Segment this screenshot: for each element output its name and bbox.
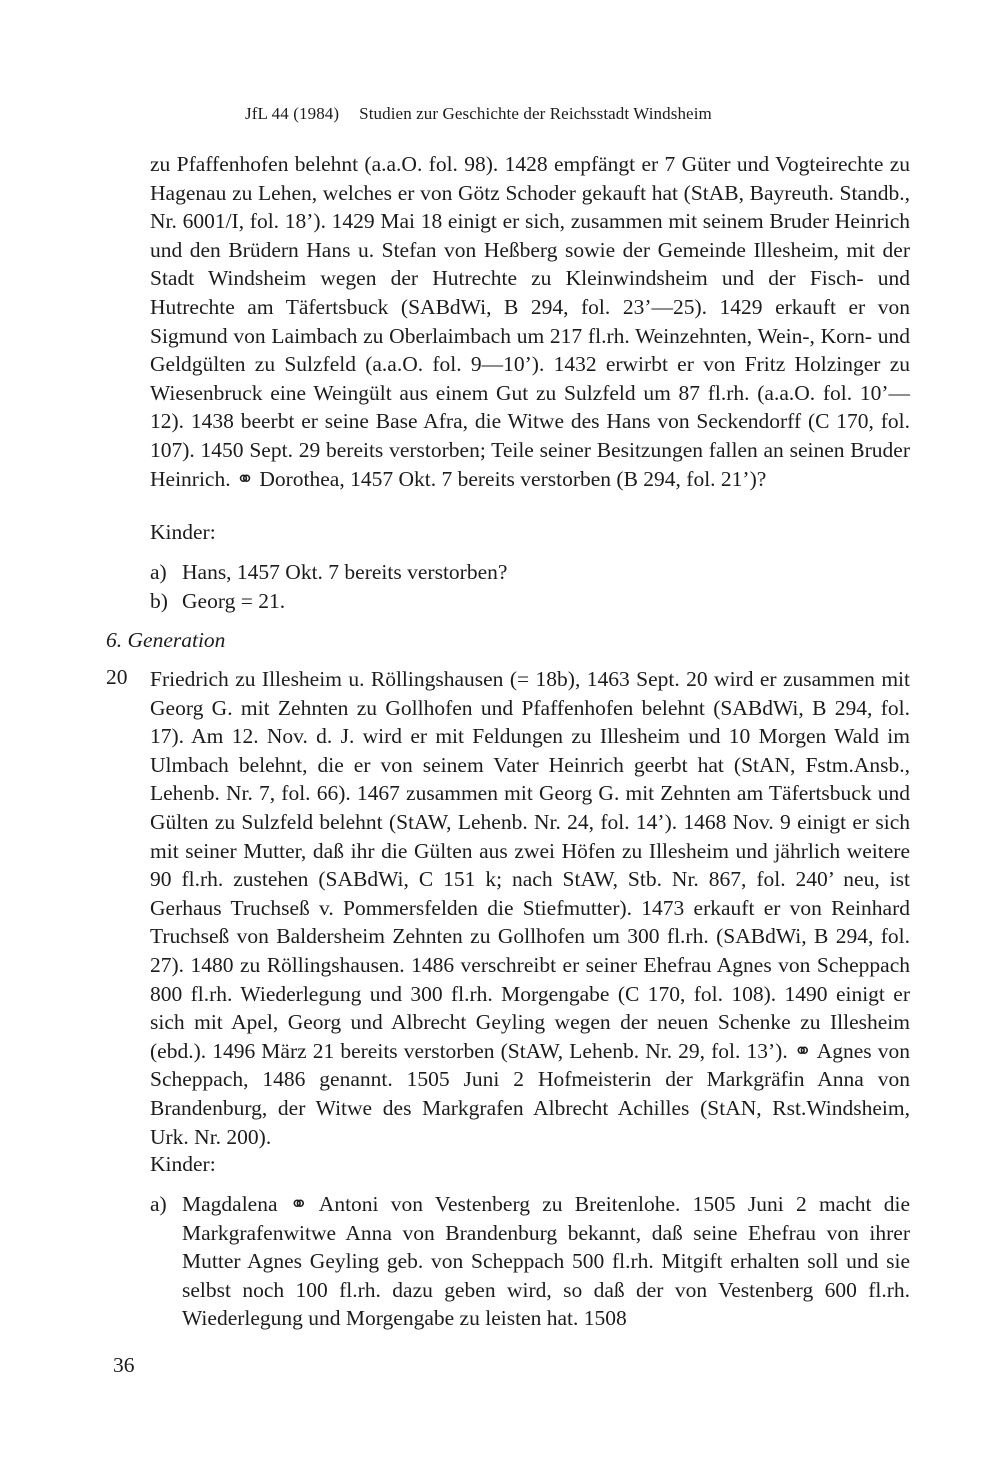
children-label: Kinder: <box>150 1152 216 1176</box>
children-list <box>150 558 910 615</box>
paragraph-text: zu Pfaffenhofen belehnt (a.a.O. fol. 98). 1428 empfängt er 7 Güter und Vogteirechte zu Hagenau zu Lehen, welches er von Götz Schoder gekauft hat (StAB, Bayreuth. Standb., Nr. 6001/I, fol. 18’). 1429 Mai 18 einigt er sich, zusammen mit seinem Bruder Heinrich und den Brüdern Hans u. Stefan von Heßberg sowie der Gemeinde Illesheim, mit der Stadt Windsheim wegen der Hutrechte zu Kleinwindsheim und der Fisch- und Hutrechte am Täfertsbuck (SABdWi, B 294, fol. 23’—25). 1429 erkauft er von Sigmund von Laimbach zu Oberlaimbach um 217 fl.rh. Weinzehnten, Wein-, Korn- und Geldgülten zu Sulzfeld (a.a.O. fol. 9—10’). 1432 erwirbt er von Fritz Holzinger zu Wiesenbruck eine Weingült aus einem Gut zu Sulzfeld um 87 fl.rh. (a.a.O. fol. 10’—12). 1438 beerbt er seine Base Afra, die Witwe des Hans von Seckendorff (C 170, fol. 107). 1450 Sept. 29 bereits verstorben; Teile seiner Besitzungen fallen an seinen Bruder Heinrich. ⚭ Dorothea, 1457 Okt. 7 bereits verstorben (B 294, fol. 21’)? <box>150 152 910 491</box>
journal-citation: JfL 44 (1984) <box>245 104 340 123</box>
running-header <box>245 104 712 124</box>
list-marker: b) <box>150 588 168 613</box>
page-number: 36 <box>113 1353 135 1377</box>
entry-number: 20 <box>106 665 128 689</box>
paragraph-text: Friedrich zu Illesheim u. Röllingshausen (= 18b), 1463 Sept. 20 wird er zusammen mit Georg G. mit Zehnten zu Gollhofen und Pfaffenhofen belehnt (SABdWi, B 294, fol. 17). Am 12. Nov. d. J. wird er mit Feldungen zu Illesheim und 10 Morgen Wald im Ulmbach belehnt, die er von seinem Vater Heinrich geerbt hat (StAN, Fstm.Ansb., Lehenb. Nr. 7, fol. 66). 1467 zusammen mit Georg G. mit Zehnten am Täfertsbuck und Gülten zu Sulzfeld belehnt (StAW, Lehenb. Nr. 24, fol. 14’). 1468 Nov. 9 einigt er sich mit seiner Mutter, daß ihr die Gülten aus zwei Höfen zu Illesheim und jährlich weitere 90 fl.rh. zustehen (SABdWi, C 151 k; nach StAW, Stb. Nr. 867, fol. 240’ neu, ist Gerhaus Truchseß v. Pommersfelden die Stiefmutter). 1473 erkauft er von Reinhard Truchseß von Baldersheim Zehnten zu Gollhofen um 300 fl.rh. (SABdWi, B 294, fol. 27). 1480 zu Röllingshausen. 1486 verschreibt er seiner Ehefrau Agnes von Scheppach 800 fl.rh. Wiederlegung und 300 fl.rh. Morgengabe (C 170, fol. 108). 1490 einigt er sich mit Apel, Georg und Albrecht Geyling wegen der neuen Schenke zu Illesheim (ebd.). 1496 März 21 bereits verstorben (StAW, Lehenb. Nr. 29, fol. 13’). ⚭ Agnes von Scheppach, 1486 genannt. 1505 Juni 2 Hofmeisterin der Markgräfin Anna von Brandenburg, der Witwe des Markgrafen Albrecht Achilles (StAN, Rst.Windsheim, Urk. Nr. 200). <box>150 667 910 1149</box>
list-marker: a) <box>150 560 167 584</box>
entry-paragraph <box>150 150 910 493</box>
list-item <box>150 558 910 587</box>
children-list <box>150 1190 910 1333</box>
list-item-text: Magdalena ⚭ Antoni von Vestenberg zu Breitenlohe. 1505 Juni 2 macht die Markgrafenwitwe Anna von Brandenburg bekannt, daß seine Ehefrau von ihrer Mutter Agnes Geyling geb. von Scheppach 500 fl.rh. Mitgift erhalten soll und sie selbst noch 100 fl.rh. dazu geben wird, so daß der von Vestenberg 600 fl.rh. Wiederlegung und Morgengabe zu leisten hat. 1508 <box>182 1192 910 1331</box>
entry-paragraph <box>150 665 910 1151</box>
list-item <box>150 587 910 616</box>
list-item-text: Georg = 21. <box>182 588 286 613</box>
generation-heading: 6. Generation <box>106 628 226 652</box>
running-title: Studien zur Geschichte der Reichsstadt Windsheim <box>359 104 712 123</box>
list-item-text: Hans, 1457 Okt. 7 bereits verstorben? <box>182 560 508 584</box>
children-label: Kinder: <box>150 520 216 544</box>
list-item <box>150 1190 910 1333</box>
list-marker: a) <box>150 1192 167 1216</box>
